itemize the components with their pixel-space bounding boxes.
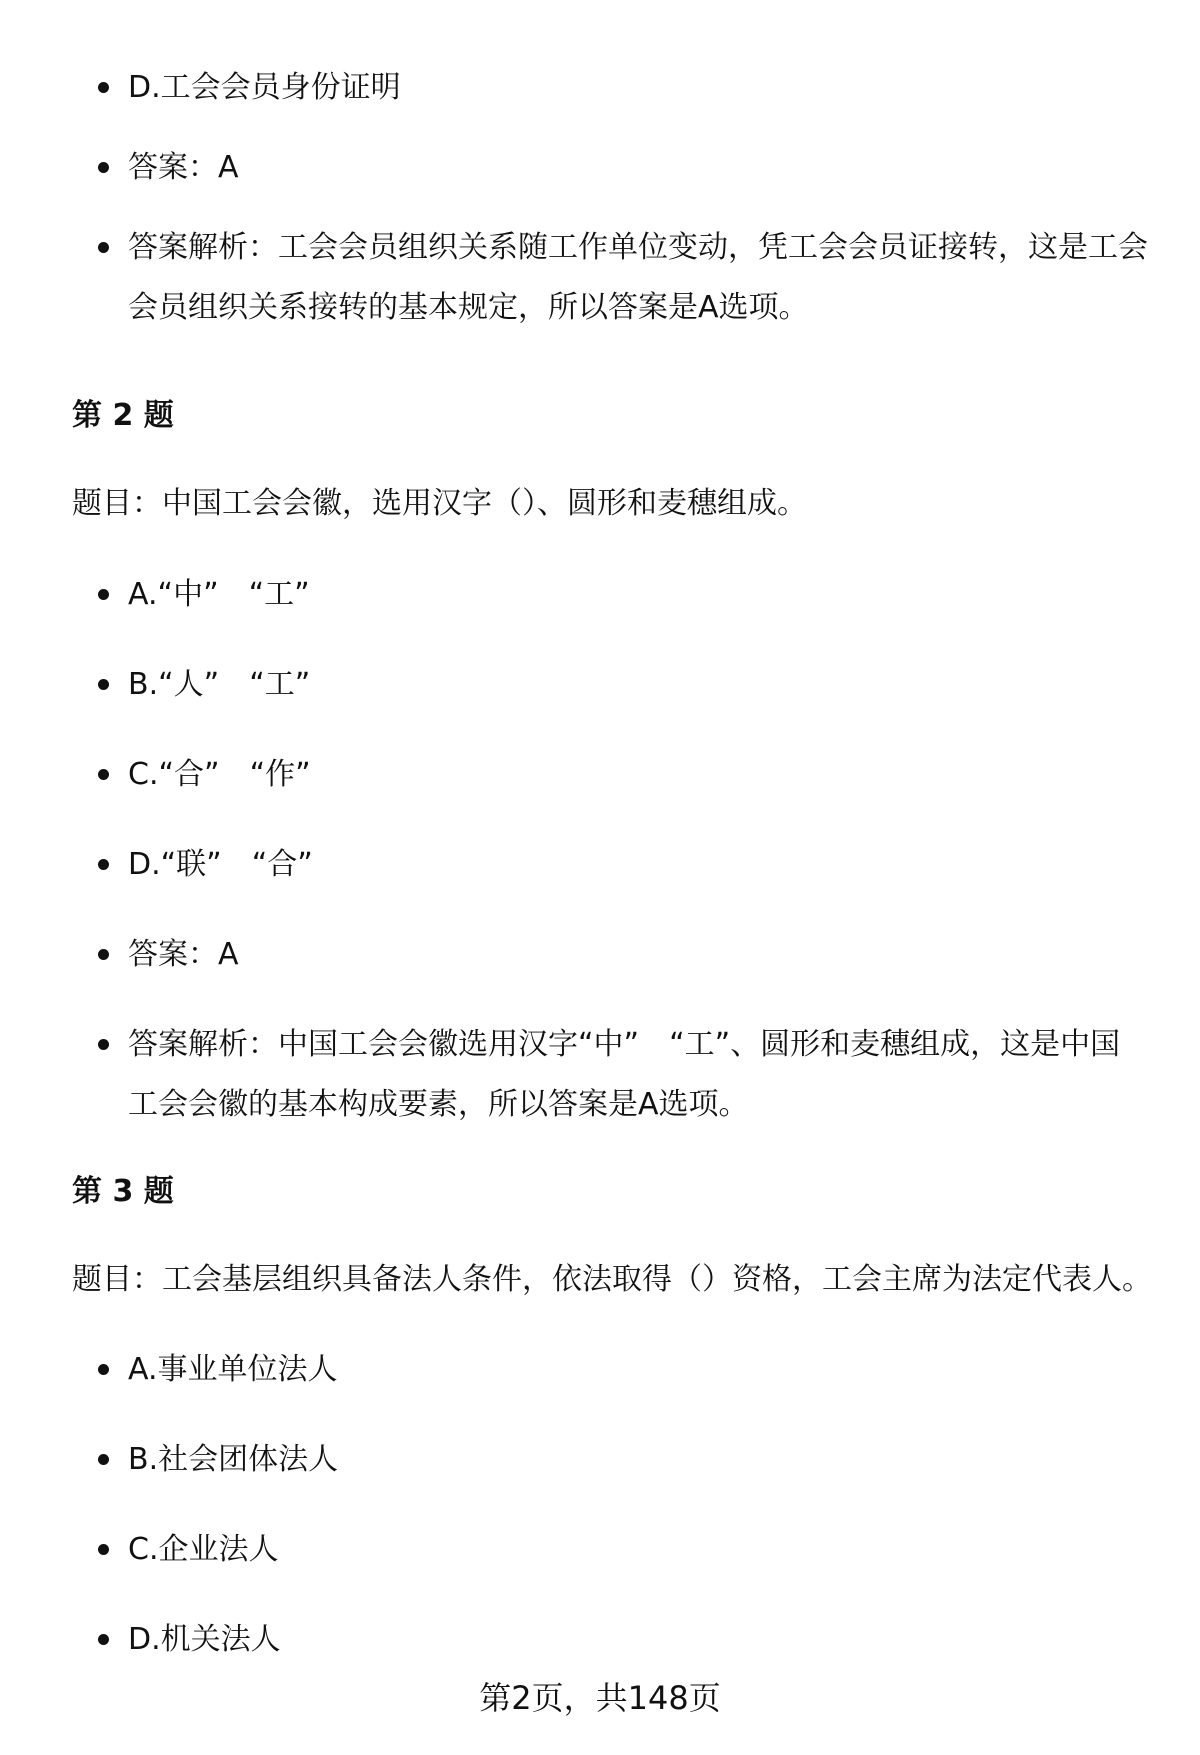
option-text: A.“中” “工” [128, 577, 310, 612]
q2-question: 题目：中国工会会徽，选用汉字（）、圆形和麦穗组成。 [72, 486, 807, 521]
q2-analysis [128, 1015, 1148, 1135]
bullet-icon [98, 162, 109, 173]
option-text: C.企业法人 [128, 1532, 279, 1567]
bullet-icon [98, 589, 109, 600]
option-text: C.“合” “作” [128, 757, 311, 792]
analysis-text: 答案解析：中国工会会徽选用汉字“中” “工”、圆形和麦穗组成，这是中国工会会徽的基本构成要素，所以答案是A选项。 [128, 1027, 1121, 1122]
option-text: B.“人” “工” [128, 667, 311, 702]
answer-text: 答案：A [128, 150, 239, 185]
option-text: D.机关法人 [128, 1622, 281, 1657]
bullet-icon [98, 859, 109, 870]
bullet-icon [98, 1364, 109, 1375]
answer-text: 答案：A [128, 937, 239, 972]
q1-option-d [128, 58, 1148, 118]
bullet-icon [98, 769, 109, 780]
q2-option-c [128, 745, 1148, 805]
q2-option-b [128, 655, 1148, 715]
q3-option-b [128, 1430, 1148, 1490]
page-footer: 第2页，共148页 [479, 1679, 721, 1717]
q2-answer [128, 925, 1148, 985]
q3-question: 题目：工会基层组织具备法人条件，依法取得（）资格，工会主席为法定代表人。 [72, 1262, 1152, 1297]
option-text: A.事业单位法人 [128, 1352, 338, 1387]
q3-heading: 第 3 题 [72, 1174, 174, 1209]
bullet-icon [98, 242, 109, 253]
q3-option-d [128, 1610, 1148, 1670]
analysis-text: 答案解析：工会会员组织关系随工作单位变动，凭工会会员证接转，这是工会会员组织关系接转的基本规定，所以答案是A选项。 [128, 230, 1148, 325]
q2-heading: 第 2 题 [72, 398, 174, 433]
q3-option-a [128, 1340, 1148, 1400]
q2-option-d [128, 835, 1148, 895]
q3-option-c [128, 1520, 1148, 1580]
option-text: D.工会会员身份证明 [128, 70, 401, 105]
option-text: D.“联” “合” [128, 847, 313, 882]
bullet-icon [98, 82, 109, 93]
bullet-icon [98, 1544, 109, 1555]
q1-analysis [128, 218, 1148, 338]
bullet-icon [98, 1039, 109, 1050]
bullet-icon [98, 949, 109, 960]
option-text: B.社会团体法人 [128, 1442, 339, 1477]
bullet-icon [98, 679, 109, 690]
bullet-icon [98, 1634, 109, 1645]
q1-answer [128, 138, 1148, 198]
q2-option-a [128, 565, 1148, 625]
bullet-icon [98, 1454, 109, 1465]
